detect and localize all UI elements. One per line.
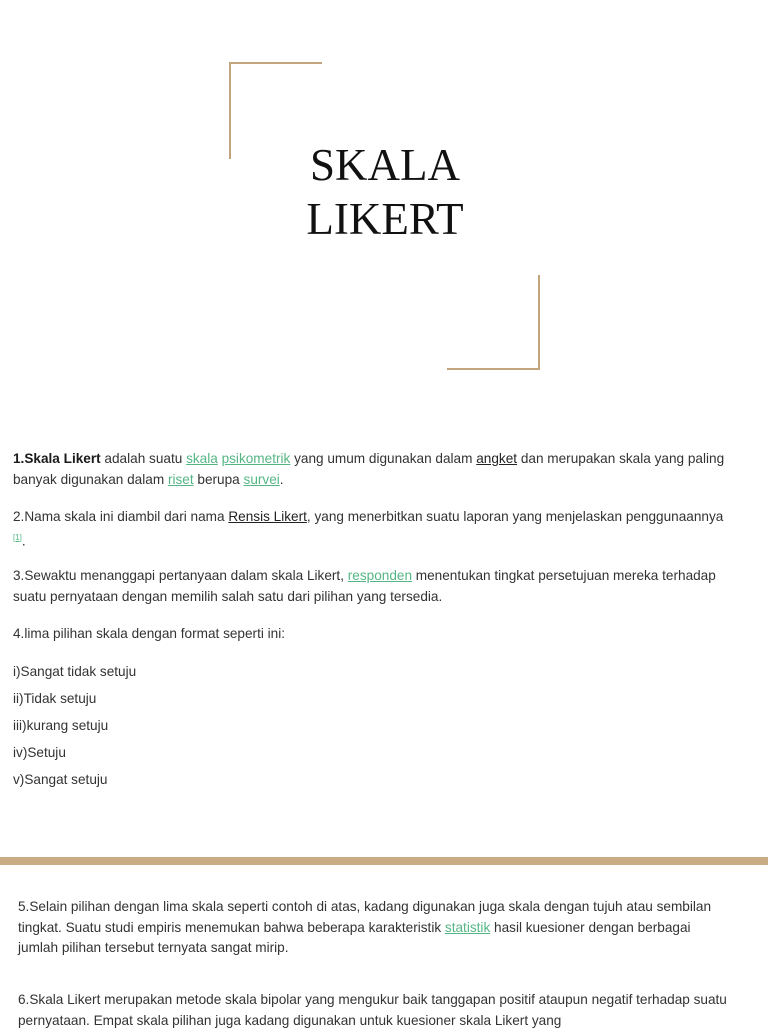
term-bold: 1.Skala Likert [13, 451, 101, 466]
text: adalah suatu [100, 451, 187, 466]
text: dan merupakan skala yang paling banyak digunakan dalam [13, 451, 725, 487]
slide-title [300, 138, 470, 246]
text: . [21, 533, 26, 549]
slide-divider [0, 857, 768, 865]
paragraph-3 [13, 566, 723, 607]
text: . [279, 471, 284, 487]
list-item: ii)Tidak setuju [13, 691, 97, 706]
paragraph-5 [18, 897, 728, 959]
reference-link[interactable]: [1] [13, 532, 22, 542]
list-item: iii)kurang setuju [13, 718, 109, 733]
link-responden[interactable]: responden [347, 568, 413, 583]
link-statistik[interactable]: statistik [444, 919, 491, 935]
link-survei[interactable]: survei [243, 471, 280, 487]
title-line-1: SKALA [309, 140, 460, 190]
text: 2.Nama skala ini diambil dari nama [13, 509, 229, 524]
paragraph-4: 4.lima pilihan skala dengan format seperti ini: [13, 626, 286, 641]
paragraph-2 [13, 507, 728, 552]
title-line-2: LIKERT [306, 194, 464, 244]
decorative-corner-bottom-right [447, 275, 540, 370]
link-riset[interactable]: riset [167, 471, 194, 487]
options-list [13, 662, 136, 797]
text: 5.Selain pilihan dengan lima skala seperti contoh di atas, kadang digunakan juga skala dengan tujuh atau sembilan tingkat. Suatu studi empiris menemukan bahwa beberapa karakteristik [18, 899, 712, 935]
paragraph-1 [13, 449, 741, 490]
list-item: iv)Setuju [13, 745, 66, 760]
link-psikometrik[interactable]: psikometrik [221, 451, 291, 466]
text: hasil kuesioner dengan berbagai jumlah pilihan tersebut ternyata sangat mirip. [18, 919, 691, 955]
text: 3.Sewaktu menanggapi pertanyaan dalam skala Likert, [13, 568, 348, 583]
link-rensis-likert[interactable]: Rensis Likert [228, 509, 307, 524]
text: yang umum digunakan dalam [290, 451, 477, 466]
list-item: i)Sangat tidak setuju [13, 664, 137, 679]
paragraph-6: 6.Skala Likert merupakan metode skala bipolar yang mengukur baik tanggapan positif ataupun negatif terhadap suatu pernyataan. Empat skala pilihan juga kadang digunakan untuk kuesioner skala Likert yang [18, 992, 727, 1028]
text: berupa [193, 471, 244, 487]
link-angket[interactable]: angket [476, 451, 518, 466]
list-item: v)Sangat setuju [13, 772, 108, 787]
text: menentukan tingkat persetujuan mereka terhadap suatu pernyataan dengan memilih salah satu dari pilihan yang tersedia. [13, 568, 716, 604]
link-skala[interactable]: skala [186, 451, 218, 466]
text: , yang menerbitkan suatu laporan yang menjelaskan penggunaannya [306, 509, 724, 524]
